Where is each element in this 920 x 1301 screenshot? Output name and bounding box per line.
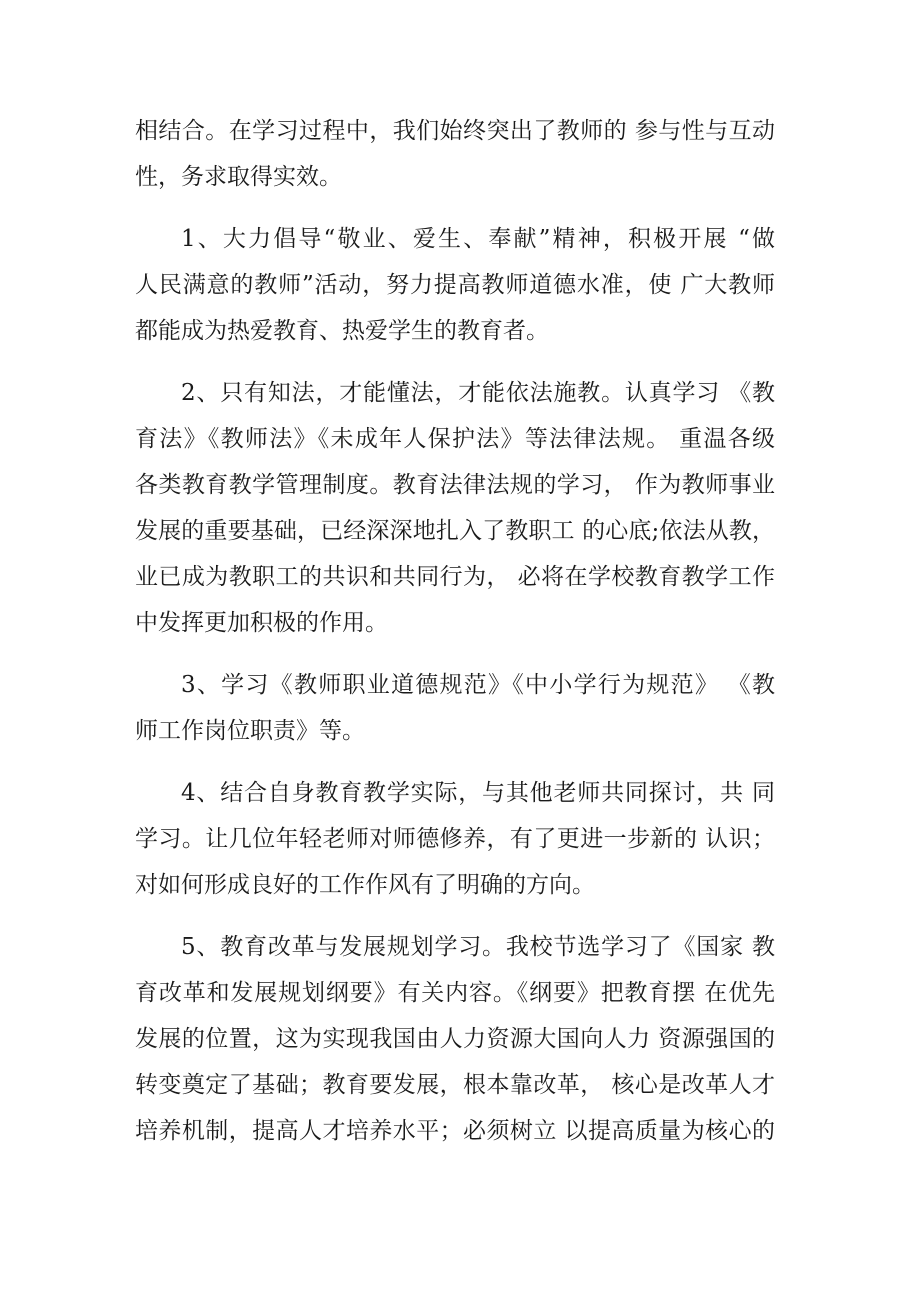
text-line: 各类教育教学管理制度。教育法律法规的学习， 作为教师事业	[135, 472, 775, 498]
text-line: 中发挥更加积极的作用。	[135, 610, 388, 636]
paragraph-continuation	[135, 108, 775, 200]
text-line: 转变奠定了基础；教育要发展，根本靠改革， 核心是改革人才	[135, 1072, 775, 1098]
text-line: 2、只有知法，才能懂法，才能依法施教。认真学习 《教	[181, 380, 775, 406]
text-line: 1、大力倡导“敬业、爱生、奉献”精神，积极开展 “做	[181, 226, 775, 252]
paragraph-item-4	[135, 770, 775, 908]
text-line: 育法》《教师法》《未成年人保护法》等法律法规。 重温各级	[135, 426, 775, 452]
text-line: 4、结合自身教育教学实际，与其他老师共同探讨，共 同	[181, 780, 775, 806]
text-line: 都能成为热爱教育、热爱学生的教育者。	[135, 318, 549, 344]
text-line: 对如何形成良好的工作作风有了明确的方向。	[135, 872, 595, 898]
text-line: 育改革和发展规划纲要》有关内容。《纲要》把教育摆 在优先	[135, 980, 775, 1006]
text-line: 业已成为教职工的共识和共同行为， 必将在学校教育教学工作	[135, 564, 775, 590]
paragraph-item-3	[135, 662, 775, 754]
paragraph-item-1	[135, 216, 775, 354]
text-line: 培养机制，提高人才培养水平；必须树立 以提高质量为核心的	[135, 1118, 775, 1144]
text-line: 5、教育改革与发展规划学习。我校节选学习了《国家 教	[181, 934, 775, 960]
text-line: 性，务求取得实效。	[135, 164, 342, 190]
text-line: 3、学习《教师职业道德规范》《中小学行为规范》 《教	[181, 672, 775, 698]
document-body	[135, 108, 775, 1170]
text-line: 学习。让几位年轻老师对师德修养，有了更进一步新的 认识；	[135, 826, 775, 852]
text-line: 发展的重要基础，已经深深地扎入了教职工 的心底;依法从教，	[135, 518, 775, 544]
paragraph-item-2	[135, 370, 775, 646]
text-line: 师工作岗位职责》等。	[135, 718, 365, 744]
text-line: 发展的位置，这为实现我国由人力资源大国向人力 资源强国的	[135, 1026, 775, 1052]
text-line: 相结合。在学习过程中，我们始终突出了教师的 参与性与互动	[135, 118, 775, 144]
text-line: 人民满意的教师”活动，努力提高教师道德水准，使 广大教师	[135, 272, 775, 298]
paragraph-item-5	[135, 924, 775, 1154]
